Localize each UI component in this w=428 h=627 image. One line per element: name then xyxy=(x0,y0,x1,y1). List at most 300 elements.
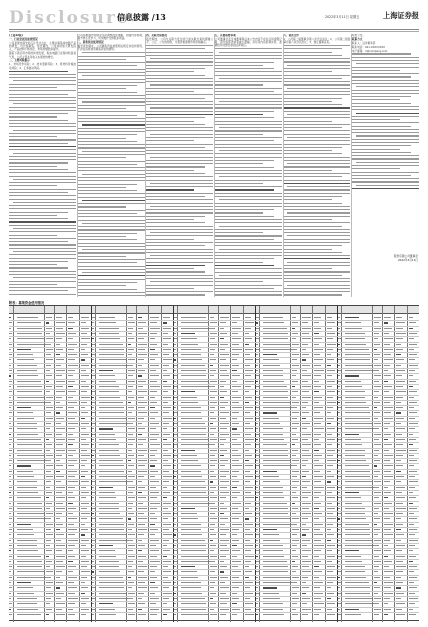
table-cell-text xyxy=(338,344,339,345)
table-cell-text xyxy=(384,407,392,408)
table-cell-text xyxy=(263,471,277,472)
text-line xyxy=(78,190,137,191)
table-cell-text xyxy=(292,412,299,413)
table-cell-text xyxy=(17,444,42,445)
table-cell-text xyxy=(163,529,170,530)
table-cell-text xyxy=(68,344,77,345)
table-cell-text xyxy=(99,582,124,583)
table-cell-text xyxy=(314,603,323,604)
table-cell-text xyxy=(56,338,62,339)
text-line xyxy=(9,235,57,236)
table-cell-text xyxy=(17,471,34,472)
table-cell-text xyxy=(138,587,147,588)
text-line xyxy=(215,144,282,145)
table-cell-text xyxy=(81,497,87,498)
table-cell-text xyxy=(128,508,132,509)
table-row-divider xyxy=(9,432,419,433)
text-line xyxy=(283,104,342,105)
table-cell-text xyxy=(174,524,175,525)
text-line xyxy=(283,134,350,135)
table-cell-text xyxy=(220,587,229,588)
text-line xyxy=(78,121,145,122)
table-cell-text xyxy=(17,333,43,334)
table-cell-text xyxy=(396,561,403,562)
table-cell-text xyxy=(345,333,365,334)
text-line xyxy=(146,245,205,246)
text-line xyxy=(9,218,68,219)
table-cell-text xyxy=(210,529,214,530)
text-line xyxy=(150,206,213,207)
text-line xyxy=(9,287,76,288)
table-cell-text xyxy=(220,359,226,360)
table-cell-text xyxy=(138,513,144,514)
table-cell-text xyxy=(56,582,63,583)
table-cell-text xyxy=(17,556,41,557)
text-line xyxy=(283,216,350,217)
table-cell-text xyxy=(163,508,168,509)
table-cell-text xyxy=(396,481,401,482)
table-cell-text xyxy=(128,513,134,514)
table-cell-text xyxy=(138,497,146,498)
table-cell-text xyxy=(56,450,65,451)
table-cell-text xyxy=(210,598,213,599)
table-cell-text xyxy=(68,550,72,551)
table-cell-text xyxy=(174,349,175,350)
text-line xyxy=(287,114,350,115)
table-cell-text xyxy=(181,407,201,408)
table-cell-text xyxy=(302,370,307,371)
text-line xyxy=(78,275,145,276)
table-header-cell xyxy=(373,306,382,314)
table-cell-text xyxy=(138,333,147,334)
table-cell-text xyxy=(374,344,380,345)
table-cell-text xyxy=(9,556,12,557)
table-cell-text xyxy=(245,391,249,392)
table-cell-text xyxy=(56,587,60,588)
table-cell-text xyxy=(409,418,416,419)
table-cell-text xyxy=(292,407,297,408)
issue-date: 2022年3月11日 星期五 xyxy=(325,15,360,19)
table-cell-text xyxy=(396,370,405,371)
table-cell-text xyxy=(17,614,41,615)
table-cell-text xyxy=(81,381,87,382)
table-cell-text xyxy=(384,333,389,334)
table-cell-text xyxy=(56,524,63,525)
table-cell-text xyxy=(99,545,113,546)
table-cell-text xyxy=(232,603,236,604)
text-line xyxy=(9,192,68,193)
table-cell-text xyxy=(174,418,175,419)
table-cell-text xyxy=(263,460,291,461)
table-cell-text xyxy=(99,471,125,472)
table-cell-text xyxy=(92,418,94,419)
table-cell-text xyxy=(263,518,291,519)
text-line xyxy=(283,91,350,92)
text-line xyxy=(78,98,145,99)
table-cell-text xyxy=(384,540,390,541)
table-cell-text xyxy=(150,614,157,615)
table-cell-text xyxy=(68,582,74,583)
table-cell-text xyxy=(9,428,11,429)
table-cell-text xyxy=(56,577,60,578)
paragraph: 1、公司第二届董事会第八次会议决议；2、公司第二届监事会第六次会议决议；3、独立董事意见。 xyxy=(283,37,351,45)
table-cell-text xyxy=(345,587,370,588)
table-cell-text xyxy=(99,338,121,339)
table-cell-text xyxy=(17,412,34,413)
table-cell-text xyxy=(17,349,31,350)
table-cell-text xyxy=(345,529,370,530)
table-cell-text xyxy=(232,349,241,350)
table-cell-text xyxy=(56,603,65,604)
table-cell-text xyxy=(81,391,88,392)
text-line xyxy=(215,281,263,282)
text-line xyxy=(78,269,145,270)
table-cell-text xyxy=(81,412,88,413)
table-cell-text xyxy=(17,365,37,366)
table-cell-text xyxy=(256,333,258,334)
text-line xyxy=(9,290,68,291)
table-cell-text xyxy=(46,524,53,525)
table-cell-text xyxy=(181,397,198,398)
table-cell-text xyxy=(384,344,390,345)
table-cell-text xyxy=(409,603,415,604)
table-cell-text xyxy=(9,434,10,435)
table-cell-text xyxy=(374,524,377,525)
table-cell-text xyxy=(68,434,72,435)
table-cell-text xyxy=(292,534,297,535)
table-cell-text xyxy=(302,598,310,599)
table-cell-text xyxy=(263,545,283,546)
text-line xyxy=(215,262,263,263)
table-cell-text xyxy=(138,354,147,355)
table-cell-text xyxy=(374,397,378,398)
table-cell-text xyxy=(81,455,90,456)
text-line xyxy=(9,258,76,259)
table-cell-text xyxy=(81,524,85,525)
table-cell-text xyxy=(345,577,367,578)
text-line xyxy=(352,188,419,189)
table-cell-text xyxy=(9,603,11,604)
table-cell-text xyxy=(46,354,51,355)
table-cell-text xyxy=(138,550,142,551)
table-cell-text xyxy=(374,455,378,456)
table-cell-text xyxy=(92,338,93,339)
table-header-cell xyxy=(383,306,394,314)
text-line xyxy=(9,264,57,265)
table-cell-text xyxy=(9,503,11,504)
table-cell-text xyxy=(46,450,50,451)
text-line xyxy=(82,101,145,102)
table-cell-text xyxy=(302,545,307,546)
table-cell-text xyxy=(409,513,414,514)
table-cell-text xyxy=(46,614,49,615)
table-row-divider xyxy=(9,548,419,549)
table-cell-text xyxy=(374,492,381,493)
text-line xyxy=(146,262,213,263)
table-header-cell xyxy=(96,306,126,314)
table-cell-text xyxy=(314,534,322,535)
table-cell-text xyxy=(9,518,12,519)
text-line xyxy=(215,265,274,266)
table-cell-text xyxy=(302,481,310,482)
table-cell-text xyxy=(232,407,241,408)
table-cell-text xyxy=(99,402,123,403)
text-line xyxy=(283,265,350,266)
table-cell-text xyxy=(245,402,249,403)
table-cell-text xyxy=(68,481,77,482)
table-cell-text xyxy=(81,423,89,424)
text-line xyxy=(283,271,350,272)
text-line xyxy=(283,144,350,145)
table-cell-text xyxy=(150,566,156,567)
table-cell-text xyxy=(384,614,388,615)
table-cell-text xyxy=(138,534,144,535)
text-line xyxy=(283,229,350,230)
table-cell-text xyxy=(384,513,393,514)
text-line xyxy=(283,291,350,292)
text-line xyxy=(215,239,274,240)
text-line xyxy=(9,133,76,134)
table-cell-text xyxy=(81,418,85,419)
text-filler xyxy=(352,53,419,189)
table-cell-text xyxy=(302,407,306,408)
table-cell-text xyxy=(68,460,77,461)
table-cell-text xyxy=(150,540,159,541)
table-cell-text xyxy=(210,434,214,435)
table-cell-text xyxy=(292,465,297,466)
text-line xyxy=(146,81,213,82)
table-cell-text xyxy=(374,598,381,599)
table-cell-text xyxy=(46,322,49,323)
text-line xyxy=(9,238,76,239)
text-line xyxy=(283,281,350,282)
table-cell-text xyxy=(9,513,11,514)
table-cell-text xyxy=(345,349,369,350)
table-cell-text xyxy=(314,359,322,360)
table-cell-text xyxy=(374,481,381,482)
table-cell-text xyxy=(256,614,257,615)
table-cell-text xyxy=(9,460,12,461)
text-line xyxy=(283,258,350,259)
table-cell-text xyxy=(128,593,135,594)
table-cell-text xyxy=(232,328,241,329)
table-cell-text xyxy=(81,359,85,360)
table-cell-text xyxy=(292,460,299,461)
text-line xyxy=(146,258,213,259)
text-line xyxy=(215,94,282,95)
text-line xyxy=(9,244,76,245)
table-cell-text xyxy=(128,476,135,477)
text-line xyxy=(283,166,350,167)
text-line xyxy=(215,255,282,256)
table-cell-text xyxy=(292,587,299,588)
table-cell-text xyxy=(68,503,72,504)
table-cell-text xyxy=(232,545,236,546)
table-cell-text xyxy=(374,571,378,572)
table-cell-text xyxy=(263,556,285,557)
table-cell-text xyxy=(374,333,379,334)
table-cell-text xyxy=(396,391,405,392)
table-cell-text xyxy=(56,471,60,472)
text-line xyxy=(352,90,419,91)
text-line xyxy=(146,124,205,125)
table-cell-text xyxy=(409,529,417,530)
table-cell-text xyxy=(409,407,415,408)
table-cell-text xyxy=(68,428,74,429)
text-line xyxy=(352,139,419,140)
text-line xyxy=(9,199,76,200)
table-cell-text xyxy=(68,439,75,440)
table-cell-text xyxy=(302,365,310,366)
table-cell-text xyxy=(56,333,65,334)
text-line xyxy=(9,212,68,213)
table-cell-text xyxy=(302,434,311,435)
text-line xyxy=(78,216,145,217)
text-line xyxy=(283,288,350,289)
table-cell-text xyxy=(56,439,64,440)
table-cell-text xyxy=(232,344,239,345)
table-header-cell xyxy=(178,306,208,314)
table-cell-text xyxy=(210,513,215,514)
table-cell-text xyxy=(374,370,379,371)
table-cell-text xyxy=(68,566,76,567)
table-cell-text xyxy=(292,370,297,371)
table-cell-text xyxy=(56,561,63,562)
table-cell-text xyxy=(245,460,249,461)
table-row-divider xyxy=(9,591,419,592)
table-cell-text xyxy=(292,359,297,360)
text-line xyxy=(215,104,282,105)
table-cell-text xyxy=(181,471,202,472)
text-line xyxy=(219,199,282,200)
text-line xyxy=(146,252,213,253)
table-row-divider xyxy=(9,442,419,443)
table-cell-text xyxy=(327,487,335,488)
table-cell-text xyxy=(232,450,238,451)
table-cell-text xyxy=(409,508,417,509)
table-cell-text xyxy=(396,407,403,408)
table-cell-text xyxy=(128,317,133,318)
table-cell-text xyxy=(17,328,42,329)
text-line xyxy=(9,215,57,216)
table-cell-text xyxy=(384,354,391,355)
table-cell-text xyxy=(56,407,63,408)
table-cell-text xyxy=(210,481,213,482)
table-cell-text xyxy=(396,333,405,334)
table-cell-text xyxy=(163,349,171,350)
text-line xyxy=(146,176,213,177)
table-cell-text xyxy=(263,455,289,456)
table-cell-text xyxy=(81,540,89,541)
table-cell-text xyxy=(17,407,31,408)
table-cell-text xyxy=(81,402,87,403)
table-cell-text xyxy=(292,333,298,334)
table-cell-text xyxy=(163,397,172,398)
text-line xyxy=(146,55,213,56)
table-cell-text xyxy=(210,386,215,387)
table-cell-text xyxy=(327,428,335,429)
table-cell-text xyxy=(81,518,87,519)
text-line xyxy=(215,285,282,286)
table-cell-text xyxy=(245,545,253,546)
table-cell-text xyxy=(56,391,65,392)
table-cell-text xyxy=(263,524,292,525)
text-line xyxy=(9,172,76,173)
table-cell-text xyxy=(68,386,72,387)
table-cell-text xyxy=(181,434,207,435)
table-cell-text xyxy=(314,587,320,588)
table-cell-text xyxy=(314,550,320,551)
signature-company: 股份有限公司董事会 xyxy=(393,254,418,258)
text-line xyxy=(146,127,213,128)
table-cell-text xyxy=(220,476,226,477)
text-line xyxy=(78,243,145,244)
table-cell-text xyxy=(374,359,378,360)
text-line xyxy=(13,153,76,154)
table-cell-text xyxy=(245,471,250,472)
table-cell-text xyxy=(181,322,209,323)
table-cell-text xyxy=(232,375,240,376)
table-cell-text xyxy=(245,381,254,382)
table-cell-text xyxy=(128,497,135,498)
table-cell-text xyxy=(99,444,119,445)
table-cell-text xyxy=(99,381,116,382)
table-cell-text xyxy=(384,450,389,451)
table-cell-text xyxy=(128,455,134,456)
text-line xyxy=(82,272,145,273)
table-cell-text xyxy=(9,391,12,392)
table-cell-text xyxy=(345,375,359,376)
table-cell-text xyxy=(314,412,320,413)
table-cell-text xyxy=(68,444,72,445)
table-cell-text xyxy=(46,439,49,440)
table-cell-text xyxy=(150,524,154,525)
table-cell-text xyxy=(81,322,87,323)
table-cell-text xyxy=(314,365,321,366)
table-row-divider xyxy=(9,384,419,385)
table-cell-text xyxy=(138,439,146,440)
text-line xyxy=(9,254,76,255)
text-line xyxy=(78,177,145,178)
text-filler xyxy=(283,45,350,297)
table-cell-text xyxy=(345,444,362,445)
table-cell-text xyxy=(99,534,127,535)
table-cell-text xyxy=(128,344,131,345)
table-cell-text xyxy=(92,476,94,477)
table-cell-text xyxy=(210,540,213,541)
table-cell-text xyxy=(17,434,39,435)
table-cell-text xyxy=(396,609,402,610)
text-line xyxy=(356,86,419,87)
table-cell-text xyxy=(345,338,366,339)
table-cell-text xyxy=(174,465,175,466)
table-cell-text xyxy=(409,497,416,498)
text-line xyxy=(215,117,274,118)
text-line xyxy=(146,239,194,240)
table-cell-text xyxy=(263,349,292,350)
table-cell-text xyxy=(163,402,169,403)
table-cell-text xyxy=(302,609,311,610)
table-cell-text xyxy=(210,571,215,572)
table-cell-text xyxy=(56,598,61,599)
table-cell-text xyxy=(302,614,308,615)
table-cell-text xyxy=(99,333,120,334)
table-cell-text xyxy=(292,614,298,615)
text-line xyxy=(352,158,419,159)
table-cell-text xyxy=(128,359,135,360)
paragraph: 联系电话：021-XXXXXXXX xyxy=(352,45,386,49)
table-cell-text xyxy=(374,354,380,355)
